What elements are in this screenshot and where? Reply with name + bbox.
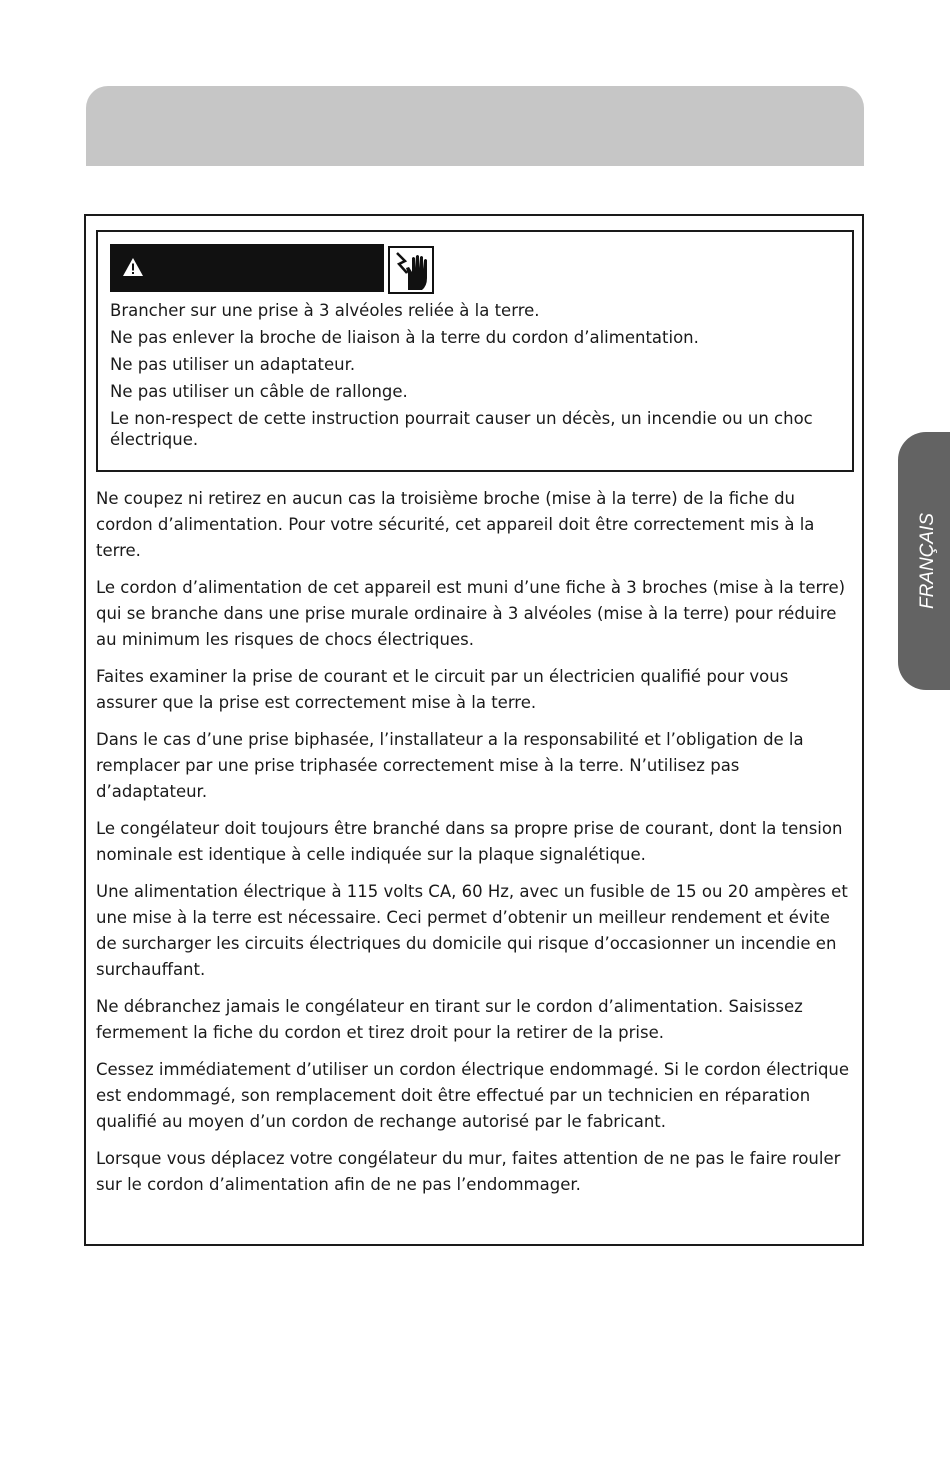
warning-triangle-icon	[122, 257, 144, 277]
warning-line: Ne pas utiliser un câble de rallonge.	[110, 382, 408, 401]
electric-shock-hand-icon	[388, 246, 434, 294]
paragraph: Le congélateur doit toujours être branché dans sa propre prise de courant, dont la tension nominale est identique à celle indiquée sur la plaque signalétique.	[96, 819, 843, 864]
paragraph: Lorsque vous déplacez votre congélateur du mur, faites attention de ne pas le faire rouler sur le cordon d’alimentation afin de ne pas l’endommager.	[96, 1149, 841, 1194]
warning-line: Brancher sur une prise à 3 alvéoles reliée à la terre.	[110, 301, 540, 320]
paragraph: Une alimentation électrique à 115 volts CA, 60 Hz, avec un fusible de 15 ou 20 ampères et une mise à la terre est nécessaire. Ceci permet d’obtenir un meilleur rendement et évite de surcharger les circuits électriques du domicile qui risque d’occasionner un incendie en surchauffant.	[96, 882, 848, 979]
warning-banner	[110, 244, 384, 292]
paragraph: Dans le cas d’une prise biphasée, l’installateur a la responsabilité et l’obligation de la remplacer par une prise triphasée correctement mise à la terre. N’utilisez pas d’adaptateur.	[96, 730, 804, 801]
paragraph: Cessez immédiatement d’utiliser un cordon électrique endommagé. Si le cordon électrique est endommagé, son remplacement doit être effectué par un technicien en réparation qualifié au moyen d’un cordon de rechange autorisé par le fabricant.	[96, 1060, 850, 1131]
paragraph: Ne coupez ni retirez en aucun cas la troisième broche (mise à la terre) de la fiche du cordon d’alimentation. Pour votre sécurité, cet appareil doit être correctement mis à la terre.	[96, 489, 815, 560]
section-header-bar	[86, 86, 864, 166]
warning-line: Ne pas utiliser un adaptateur.	[110, 355, 356, 374]
warning-line: Le non-respect de cette instruction pourrait causer un décès, un incendie ou un choc électrique.	[110, 409, 813, 449]
warning-text	[110, 300, 840, 456]
paragraph: Le cordon d’alimentation de cet appareil est muni d’une fiche à 3 broches (mise à la terre) qui se branche dans une prise murale ordinaire à 3 alvéoles (mise à la terre) pour réduire au minimum les risques de chocs électriques.	[96, 578, 846, 649]
warning-line: Ne pas enlever la broche de liaison à la terre du cordon d’alimentation.	[110, 328, 699, 347]
paragraph: Faites examiner la prise de courant et le circuit par un électricien qualifié pour vous assurer que la prise est correctement mise à la terre.	[96, 667, 789, 712]
language-tab-label: FRANÇAIS	[917, 512, 938, 610]
paragraph: Ne débranchez jamais le congélateur en tirant sur le cordon d’alimentation. Saisissez fermement la fiche du cordon et tirez droit pour la retirer de la prise.	[96, 997, 803, 1042]
content-box	[84, 214, 864, 1246]
warning-box	[96, 230, 854, 472]
body-text	[96, 486, 852, 1209]
language-tab[interactable]	[898, 432, 950, 690]
